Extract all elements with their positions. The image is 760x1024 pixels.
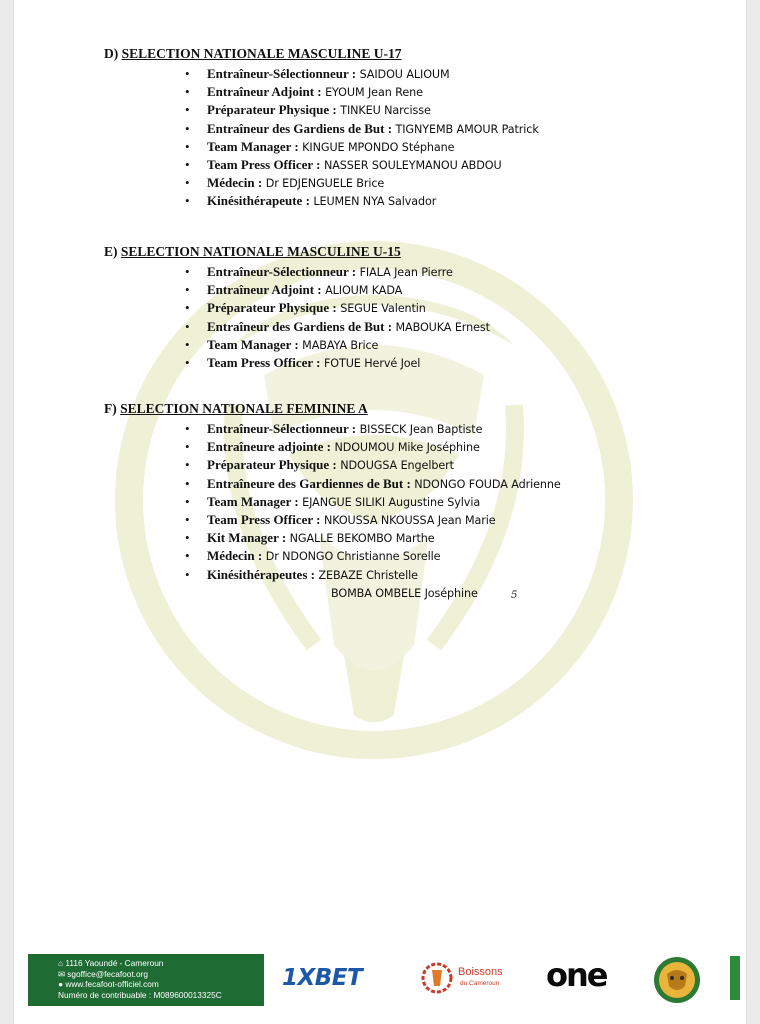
list-item-continuation [14, 584, 561, 602]
list-item [14, 438, 561, 456]
boissons-subtitle: du Cameroun [460, 980, 500, 987]
mail-icon: ✉ [58, 968, 65, 979]
section-title-text: SELECTION NATIONALE FEMININE A [120, 401, 368, 416]
globe-icon: ● [58, 979, 64, 989]
list-item [14, 174, 539, 192]
section-title [104, 244, 401, 260]
staff-role: Kinésithérapeutes : [207, 566, 315, 582]
staff-role: Préparateur Physique : [207, 300, 337, 316]
staff-name: TIGNYEMB AMOUR Patrick [392, 122, 539, 136]
section-letter: D) [104, 46, 119, 61]
gear-icon [420, 958, 454, 998]
section-title [104, 46, 402, 62]
list-item [14, 101, 539, 119]
staff-role: Médecin : [207, 175, 263, 191]
staff-name: Dr NDONGO Christianne Sorelle [262, 550, 441, 564]
one-logo: one [546, 956, 607, 994]
list-item [14, 475, 561, 493]
staff-role: Médecin : [207, 548, 263, 564]
staff-name: Dr EDJENGUELE Brice [262, 177, 385, 191]
list-item [14, 566, 561, 584]
list-item [14, 493, 561, 511]
staff-role: Entraîneur Adjoint : [207, 84, 322, 100]
staff-name: MABAYA Brice [298, 338, 379, 352]
staff-role: Team Manager : [207, 493, 299, 509]
staff-name: SAIDOU ALIOUM [356, 68, 450, 81]
staff-name: BISSECK Jean Baptiste [356, 423, 483, 436]
section-letter: E) [104, 244, 118, 259]
section-title [104, 401, 368, 417]
footer-email-text: sgoffice@fecafoot.org [67, 968, 148, 979]
list-item [14, 318, 490, 336]
staff-role: Team Press Officer : [207, 354, 321, 370]
footer-contact-box [28, 954, 264, 1006]
staff-role: Entraîneur des Gardiens de But : [207, 318, 393, 334]
boissons-logo [420, 958, 530, 1002]
staff-role: Kinésithérapeute : [207, 193, 310, 209]
staff-name: NDOUMOU Mike Joséphine [330, 441, 480, 455]
staff-name: NDOUGSA Engelbert [336, 459, 454, 473]
boissons-name: Boissons [458, 966, 503, 978]
staff-name: ZEBAZE Christelle [314, 568, 418, 582]
list-item [14, 120, 539, 138]
staff-role: Entraîneur Adjoint : [207, 282, 322, 298]
staff-list [14, 65, 539, 211]
staff-role: Entraîneur-Sélectionneur : [207, 66, 357, 81]
footer-green-bar [730, 956, 740, 1000]
list-item [14, 299, 490, 317]
staff-name: ALIOUM KADA [321, 284, 403, 298]
staff-role: Entraîneur-Sélectionneur : [207, 264, 357, 279]
staff-name: FOTUE Hervé Joel [320, 356, 421, 370]
fecafoot-lion-icon [653, 956, 701, 1004]
staff-role: Kit Manager : [207, 530, 287, 546]
staff-name: NGALLE BEKOMBO Marthe [286, 532, 435, 546]
staff-name: NDONGO FOUDA Adrienne [410, 477, 561, 491]
staff-role: Entraîneur-Sélectionneur : [207, 421, 357, 436]
staff-role: Entraîneure adjointe : [207, 439, 331, 455]
document-page [14, 0, 746, 1024]
section-letter: F) [104, 401, 117, 416]
staff-list [14, 263, 490, 372]
staff-list [14, 420, 561, 602]
footer-website-text: www.fecafoot-officiel.com [65, 979, 159, 989]
list-item [14, 336, 490, 354]
staff-name: KINGUE MPONDO Stéphane [298, 140, 455, 154]
list-item [14, 547, 561, 565]
list-item [14, 156, 539, 174]
footer-tax-id: Numéro de contribuable : M089600013325C [58, 989, 222, 1000]
staff-role: Team Manager : [207, 336, 299, 352]
staff-name: EYOUM Jean Rene [321, 86, 423, 100]
staff-name: EJANGUE SILIKI Augustine Sylvia [298, 495, 481, 509]
footer [28, 950, 746, 1008]
list-item [14, 456, 561, 474]
xbet-logo: 1XBET [282, 965, 363, 991]
staff-role: Team Press Officer : [207, 511, 321, 527]
staff-name: SEGUE Valentin [336, 302, 426, 316]
section-title-text: SELECTION NATIONALE MASCULINE U-17 [121, 46, 402, 61]
staff-role: Entraîneur des Gardiens de But : [207, 120, 393, 136]
list-item [14, 281, 490, 299]
list-item [14, 354, 490, 372]
staff-name: TINKEU Narcisse [336, 104, 431, 118]
footer-address-text: 1116 Yaoundé - Cameroun [65, 958, 164, 968]
list-item [14, 529, 561, 547]
list-item [14, 192, 539, 210]
list-item [14, 83, 539, 101]
staff-role: Préparateur Physique : [207, 102, 337, 118]
staff-name: LEUMEN NYA Salvador [309, 195, 437, 209]
staff-name: NASSER SOULEYMANOU ABDOU [320, 158, 502, 172]
section-title-text: SELECTION NATIONALE MASCULINE U-15 [120, 244, 401, 259]
list-item [14, 65, 539, 83]
staff-role: Entraîneure des Gardiennes de But : [207, 475, 411, 491]
staff-role: Team Press Officer : [207, 156, 321, 172]
list-item [14, 511, 561, 529]
staff-name: NKOUSSA NKOUSSA Jean Marie [320, 513, 496, 527]
page-number: 5 [511, 590, 518, 601]
staff-role: Préparateur Physique : [207, 457, 337, 473]
home-icon: ⌂ [58, 958, 64, 968]
staff-name: MABOUKA Ernest [392, 320, 490, 334]
list-item [14, 138, 539, 156]
footer-address [58, 958, 264, 969]
footer-website [58, 979, 264, 990]
staff-name: FIALA Jean Pierre [356, 266, 453, 279]
list-item [14, 420, 561, 438]
footer-email [58, 969, 264, 980]
staff-name: BOMBA OMBELE Joséphine [331, 586, 478, 600]
staff-role: Team Manager : [207, 138, 299, 154]
list-item [14, 263, 490, 281]
